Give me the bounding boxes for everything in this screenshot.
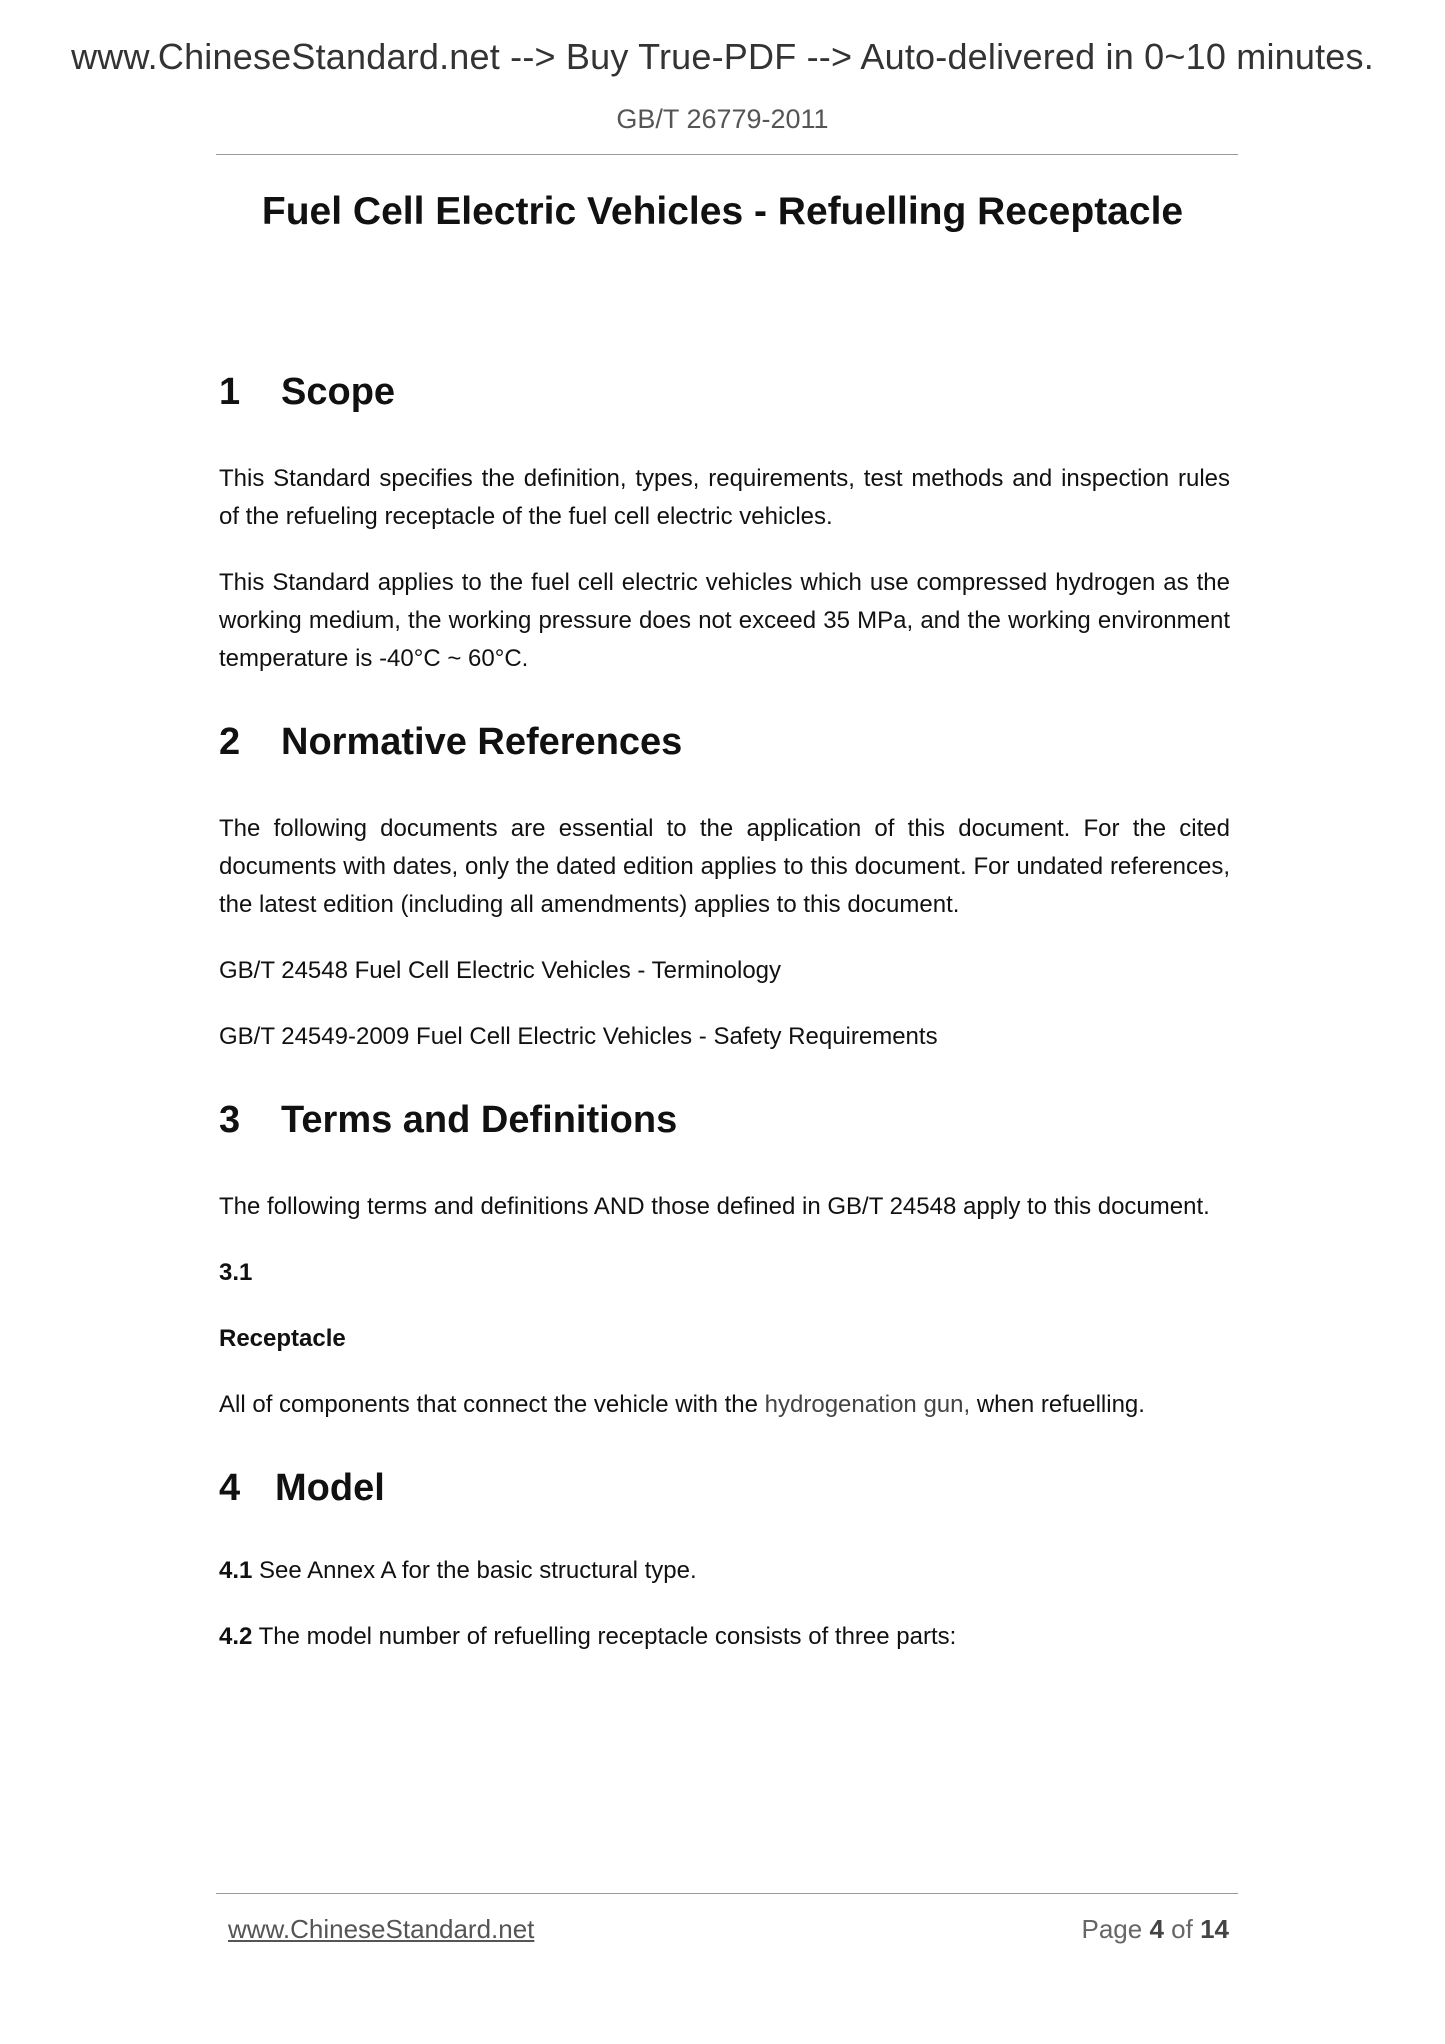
- clause-text: See Annex A for the basic structural type.: [252, 1557, 697, 1584]
- term-number: 3.1: [219, 1259, 253, 1286]
- definition-text: when refuelling.: [970, 1391, 1145, 1418]
- section-heading-scope: [219, 368, 1230, 416]
- footer-divider: [216, 1893, 1238, 1894]
- section-title: Terms and Definitions: [281, 1099, 678, 1141]
- section-number: 1: [219, 371, 241, 413]
- clause-text: The model number of refuelling receptacle consists of three parts:: [252, 1623, 957, 1650]
- page-indicator: [1081, 1914, 1229, 1945]
- section-number: 2: [219, 721, 241, 763]
- page-of: of: [1171, 1914, 1193, 1944]
- page-word: Page: [1081, 1914, 1143, 1944]
- footer-site-link[interactable]: www.ChineseStandard.net: [228, 1914, 535, 1944]
- paragraph: This Standard specifies the definition, types, requirements, test methods and inspection rules of the refueling receptacle of the fuel cell electric vehicles.: [219, 465, 1230, 530]
- section-number: 3: [219, 1099, 241, 1141]
- header-divider: [216, 154, 1238, 155]
- page-current: 4: [1149, 1914, 1164, 1944]
- definition-term-link: hydrogenation gun,: [764, 1391, 971, 1418]
- clause-item: [219, 1618, 1230, 1656]
- term-name: Receptacle: [219, 1325, 346, 1352]
- section-number: 4: [219, 1467, 241, 1509]
- section-title: Model: [275, 1467, 385, 1509]
- clause-number: 4.1: [219, 1557, 253, 1584]
- definition-text: All of components that connect the vehicle with the: [219, 1391, 765, 1418]
- document-title: Fuel Cell Electric Vehicles - Refuelling Receptacle: [261, 190, 1184, 233]
- section-title: Scope: [281, 371, 396, 413]
- paragraph: This Standard applies to the fuel cell electric vehicles which use compressed hydrogen as the working medium, the working pressure does not exceed 35 MPa, and the working environment temperature is -40°C ~ 60°C.: [219, 569, 1230, 672]
- document-body: [219, 368, 1230, 1684]
- section-title: Normative References: [281, 721, 683, 763]
- document-code: GB/T 26779-2011: [616, 104, 829, 134]
- section-heading-terms: [219, 1096, 1230, 1144]
- reference-item: GB/T 24549-2009 Fuel Cell Electric Vehicles - Safety Requirements: [219, 1023, 938, 1050]
- paragraph: The following terms and definitions AND those defined in GB/T 24548 apply to this document.: [219, 1193, 1210, 1220]
- clause-number: 4.2: [219, 1623, 253, 1650]
- section-heading-model: [219, 1464, 1230, 1512]
- section-heading-normative-references: [219, 718, 1230, 766]
- clause-item: [219, 1552, 1230, 1590]
- paragraph: The following documents are essential to the application of this document. For the cited documents with dates, only the dated edition applies to this document. For undated references, the latest edition (including all amendments) applies to this document.: [219, 815, 1230, 918]
- top-banner[interactable]: www.ChineseStandard.net --> Buy True-PDF --> Auto-delivered in 0~10 minutes.: [71, 36, 1374, 77]
- reference-item: GB/T 24548 Fuel Cell Electric Vehicles - Terminology: [219, 957, 782, 984]
- term-definition: [219, 1386, 1230, 1424]
- page-total: 14: [1200, 1914, 1229, 1944]
